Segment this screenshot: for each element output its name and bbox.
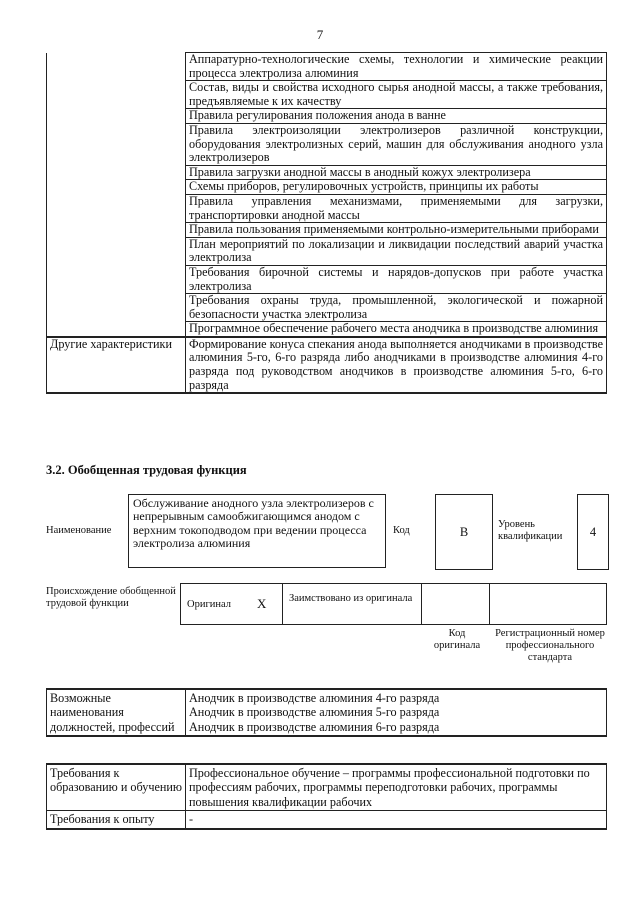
table-row	[47, 337, 607, 393]
other-characteristics-label: Другие характеристики	[47, 337, 186, 393]
origin-label: Происхождение обобщенной трудовой функции	[46, 586, 176, 609]
page-number: 7	[316, 27, 324, 42]
table-row	[47, 689, 607, 736]
reg-number-caption: Регистрационный номер профессионального стандарта	[495, 628, 605, 663]
original-code-cell	[422, 584, 490, 624]
reg-number-cell	[490, 584, 606, 624]
knowledge-item: Требования охраны труда, промышленной, экологической и пожарной безопасности участка электролиза	[186, 294, 607, 322]
function-name-box: Обслуживание анодного узла электролизеров с непрерывным самообжигающимся анодом с верхним токоподводом при ведении процесса электролиза алюминия	[128, 494, 386, 568]
level-label: Уровень квалификации	[498, 519, 563, 542]
positions-list	[186, 689, 607, 736]
knowledge-item: Требования бирочной системы и нарядов-допусков при работе участка электролиза	[186, 265, 607, 293]
borrowed-label: Заимствовано из оригинала	[289, 593, 413, 604]
knowledge-item: Схемы приборов, регулировочных устройств, принципы их работы	[186, 180, 607, 195]
section-title: 3.2. Обобщенная трудовая функция	[46, 463, 247, 477]
knowledge-item: Состав, виды и свойства исходного сырья анодной массы, а также требования, предъявляемые к их качеству	[186, 81, 607, 109]
education-label: Требования к образованию и обучению	[47, 764, 186, 811]
positions-label: Возможные наименования должностей, профессий	[47, 689, 186, 736]
knowledge-label-cell	[47, 53, 186, 337]
code-label: Код	[393, 525, 410, 536]
original-cell	[181, 584, 283, 624]
table-row	[47, 53, 607, 81]
level-value-box: 4	[577, 494, 609, 570]
other-characteristics-text: Формирование конуса спекания анода выполняется анодчиками в производстве алюминия 5-го, 6-го разряда либо анодчиками в производстве алюминия 4-го разряда под руководством анодчиков в производстве алюминия 5-го, 6-го разряда	[186, 337, 607, 393]
table-row	[47, 764, 607, 811]
knowledge-item: Аппаратурно-технологические схемы, технологии и химические реакции процесса электролиза алюминия	[186, 53, 607, 81]
knowledge-item: Правила управления механизмами, применяемыми для загрузки, транспортировки анодной массы	[186, 194, 607, 222]
borrowed-cell	[283, 584, 422, 624]
origin-row	[180, 583, 607, 625]
education-value: Профессиональное обучение – программы профессиональной подготовки по профессиям рабочих, программы переподготовки рабочих, программы повышения квалификации рабочих	[186, 764, 607, 811]
knowledge-item: Правила регулирования положения анода в ванне	[186, 109, 607, 124]
original-code-caption: Код оригинала	[433, 628, 481, 651]
table-row	[47, 811, 607, 829]
knowledge-item: Правила электроизоляции электролизеров различной конструкции, оборудования электролизных серий, машин для обслуживания анодного узла электролизеров	[186, 123, 607, 165]
knowledge-item: Программное обеспечение рабочего места анодчика в производстве алюминия	[186, 322, 607, 337]
experience-label: Требования к опыту	[47, 811, 186, 829]
position-item: Анодчик в производстве алюминия 5-го разряда	[189, 705, 440, 720]
position-item: Анодчик в производстве алюминия 4-го разряда	[189, 691, 440, 705]
position-item: Анодчик в производстве алюминия 6-го разряда	[189, 719, 440, 734]
code-value-box: B	[435, 494, 493, 570]
original-label: Оригинал	[187, 599, 231, 610]
knowledge-item: Правила пользования применяемыми контрольно-измерительными приборами	[186, 223, 607, 238]
experience-value: -	[186, 811, 607, 829]
knowledge-item: Правила загрузки анодной массы в анодный кожух электролизера	[186, 165, 607, 180]
positions-table	[46, 688, 607, 737]
requirements-table	[46, 763, 607, 830]
knowledge-table	[46, 52, 607, 394]
original-mark: X	[257, 596, 267, 611]
knowledge-item: План мероприятий по локализации и ликвидации последствий аварий участка электролиза	[186, 237, 607, 265]
name-label: Наименование	[46, 525, 112, 536]
